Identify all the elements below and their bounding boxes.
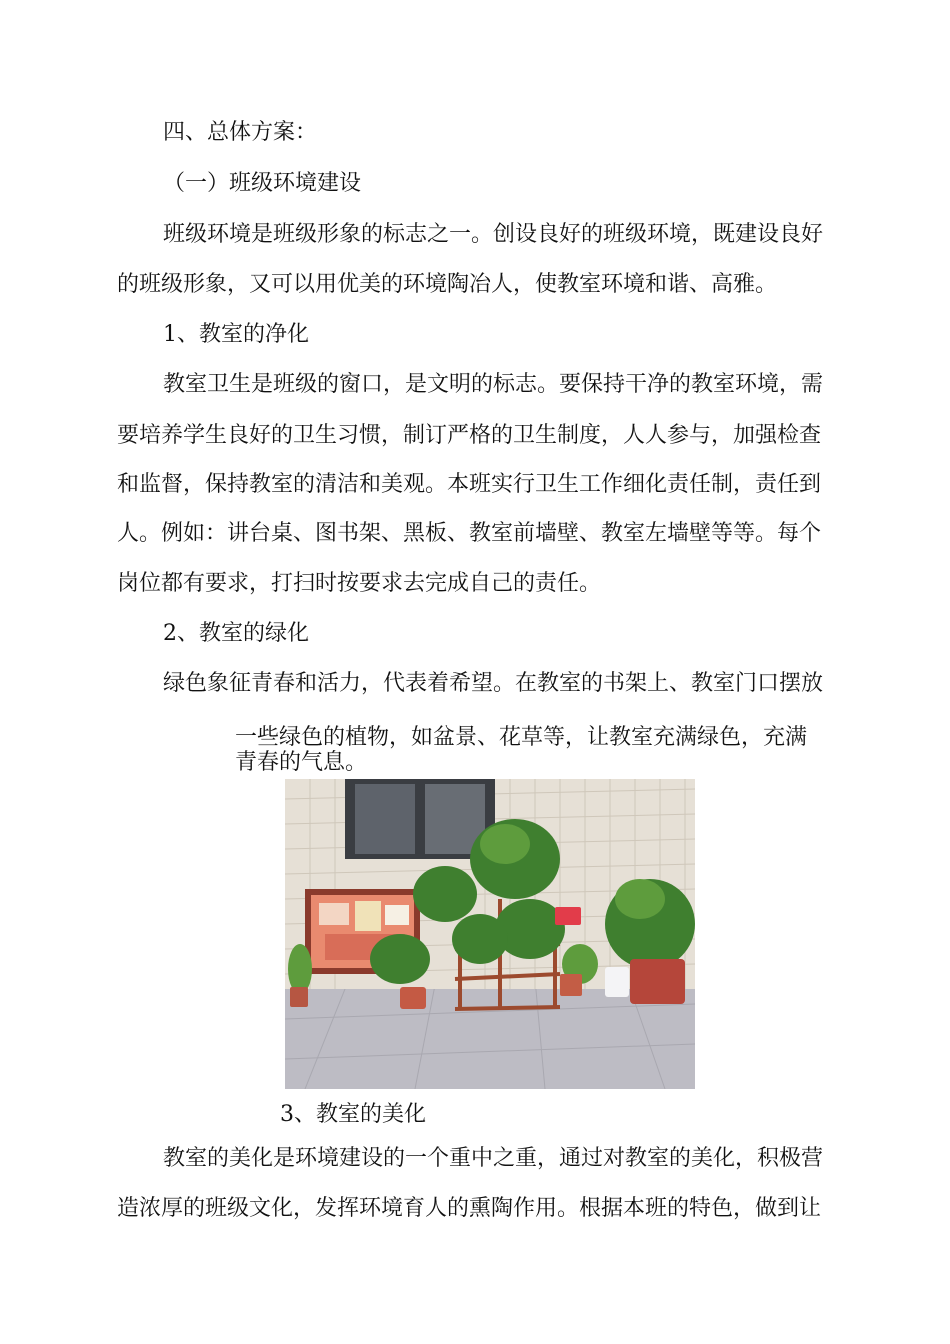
paragraph-line: 和监督，保持教室的清洁和美观。本班实行卫生工作细化责任制，责任到 <box>117 472 822 497</box>
subsection-title: （一）班级环境建设 <box>163 171 362 196</box>
paragraph-line: 教室的美化是环境建设的一个重中之重，通过对教室的美化，积极营 <box>163 1146 824 1171</box>
paragraph-line: 绿色象征青春和活力，代表着希望。在教室的书架上、教室门口摆放 <box>163 671 824 696</box>
item-title: 2、教室的绿化 <box>163 621 309 646</box>
paragraph-line: 岗位都有要求，打扫时按要求去完成自己的责任。 <box>117 571 602 596</box>
item-title: 3、教室的美化 <box>280 1102 426 1127</box>
item-title: 1、教室的净化 <box>163 322 309 347</box>
paragraph-line: 青春的气息。 <box>235 750 368 775</box>
section-heading: 四、总体方案： <box>163 120 318 145</box>
paragraph-line: 人。例如：讲台桌、图书架、黑板、教室前墙壁、教室左墙壁等等。每个 <box>117 521 822 546</box>
paragraph-line: 的班级形象，又可以用优美的环境陶冶人，使教室环境和谐、高雅。 <box>117 272 778 297</box>
classroom-plants-photo <box>285 779 695 1089</box>
paragraph-line: 教室卫生是班级的窗口，是文明的标志。要保持干净的教室环境，需 <box>163 372 824 397</box>
paragraph-line: 一些绿色的植物，如盆景、花草等，让教室充满绿色，充满 <box>235 725 808 750</box>
paragraph-line: 要培养学生良好的卫生习惯，制订严格的卫生制度，人人参与，加强检查 <box>117 423 822 448</box>
paragraph-line: 班级环境是班级形象的标志之一。创设良好的班级环境，既建设良好 <box>163 222 824 247</box>
paragraph-line: 造浓厚的班级文化，发挥环境育人的熏陶作用。根据本班的特色，做到让 <box>117 1196 822 1221</box>
